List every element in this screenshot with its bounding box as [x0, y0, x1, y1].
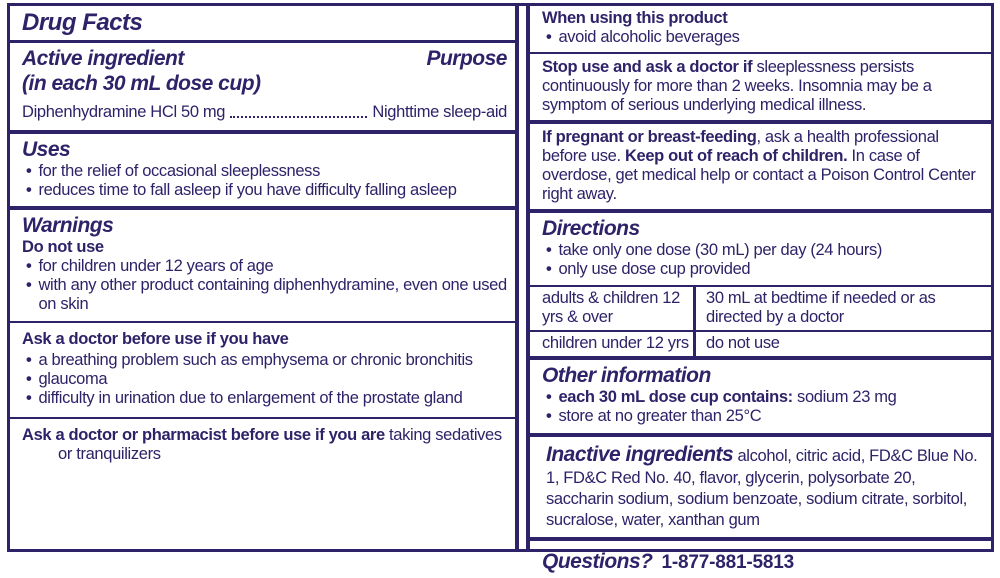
- inactive-ingredients-heading: Inactive ingredients: [546, 443, 734, 466]
- table-row: [530, 332, 991, 360]
- active-ingredient-row: [22, 46, 507, 71]
- uses-section: [10, 134, 515, 210]
- other-information-bullet: • store at no greater than 25°C: [542, 407, 983, 426]
- questions-phone-number: 1-877-881-5813: [661, 552, 794, 573]
- active-ingredient-section: [10, 43, 515, 134]
- column-gutter: [519, 6, 526, 549]
- pregnancy-text: , ask a health professional before use.: [542, 128, 939, 165]
- dosage-table: [530, 285, 991, 360]
- ask-doctor-pharmacist-label: Ask a doctor or pharmacist before use if you are: [22, 426, 385, 444]
- other-information-section: [530, 360, 991, 437]
- ask-doctor-pharmacist-section: [10, 419, 515, 549]
- active-ingredient-heading: Active ingredient: [22, 47, 184, 70]
- pregnancy-label: If pregnant or breast-feeding: [542, 128, 757, 146]
- left-column: [10, 6, 519, 549]
- inactive-ingredients-list: alcohol, citric acid, FD&C Blue No. 1, FD&C Red No. 40, flavor, glycerin, polysorbate 20, saccharin sodium, sodium benzoate, sodium citrate, sorbitol, sucralose, water, xanthan gum: [546, 447, 978, 529]
- questions-heading: Questions?: [542, 550, 653, 573]
- table-row: [530, 287, 991, 332]
- drug-facts-title: Drug Facts: [22, 9, 143, 36]
- dosage-amount-cell: do not use: [706, 334, 780, 352]
- stop-use-section: [530, 54, 991, 124]
- do-not-use-label: Do not use: [22, 238, 104, 256]
- uses-bullet: • reduces time to fall asleep if you have difficulty falling asleep: [22, 181, 507, 200]
- ingredient-purpose: Nighttime sleep-aid: [372, 103, 507, 121]
- ask-doctor-section: [10, 323, 515, 419]
- do-not-use-bullet: • for children under 12 years of age: [22, 257, 507, 276]
- ingredient-name: Diphenhydramine HCl 50 mg: [22, 103, 226, 121]
- directions-section: [530, 213, 991, 360]
- overdose-text: In case of overdose, get medical help or contact a Poison Control Center right away.: [542, 147, 976, 203]
- directions-intro: [530, 213, 991, 285]
- stop-use-label: Stop use and ask a doctor if: [542, 58, 753, 76]
- dosage-age-cell: children under 12 yrs: [530, 332, 696, 356]
- keep-out-of-reach-label: Keep out of reach of children.: [624, 147, 848, 165]
- dosage-age-cell: adults & children 12 yrs & over: [530, 287, 696, 330]
- ask-doctor-bullet: • glaucoma: [22, 370, 507, 389]
- other-information-bullet: [542, 388, 983, 407]
- ask-doctor-bullet: • difficulty in urination due to enlargement of the prostate gland: [22, 389, 507, 408]
- drug-facts-header: [10, 6, 515, 43]
- ask-doctor-bullet: • a breathing problem such as emphysema or chronic bronchitis: [22, 351, 507, 370]
- drug-facts-panel: [7, 3, 994, 573]
- ask-doctor-label: Ask a doctor before use if you have: [22, 330, 289, 348]
- when-using-bullet: • avoid alcoholic beverages: [542, 28, 983, 47]
- when-using-section: [530, 6, 991, 54]
- directions-bullet: • take only one dose (30 mL) per day (24 hours): [542, 241, 983, 260]
- ask-doctor-pharmacist-text: taking sedatives or tranquilizers: [58, 426, 502, 463]
- directions-bullet: • only use dose cup provided: [542, 260, 983, 279]
- dose-cup-note: (in each 30 mL dose cup): [22, 72, 261, 95]
- do-not-use-bullet: • with any other product containing diphenhydramine, even one used on skin: [22, 276, 507, 314]
- warnings-heading: Warnings: [22, 214, 114, 237]
- dotted-leader: [230, 116, 367, 118]
- dose-cup-contains-label: each 30 mL dose cup contains:: [558, 388, 793, 406]
- dosage-amount-cell: 30 mL at bedtime if needed or as directed by a doctor: [706, 289, 936, 326]
- directions-heading: Directions: [542, 217, 640, 240]
- uses-heading: Uses: [22, 138, 71, 161]
- inactive-ingredients-section: [530, 437, 991, 541]
- uses-bullet: • for the relief of occasional sleeplessness: [22, 162, 507, 181]
- purpose-heading: Purpose: [426, 47, 507, 70]
- questions-section: [530, 541, 991, 578]
- other-information-heading: Other information: [542, 364, 711, 387]
- ingredient-row: [22, 103, 507, 124]
- stop-use-text: sleeplessness persists continuously for more than 2 weeks. Insomnia may be a symptom of serious underlying medical illness.: [542, 58, 932, 114]
- when-using-label: When using this product: [542, 9, 728, 27]
- sodium-value: sodium 23 mg: [792, 388, 897, 406]
- right-column: [526, 6, 991, 573]
- warnings-section: [10, 210, 515, 323]
- pregnancy-warning-section: [530, 124, 991, 213]
